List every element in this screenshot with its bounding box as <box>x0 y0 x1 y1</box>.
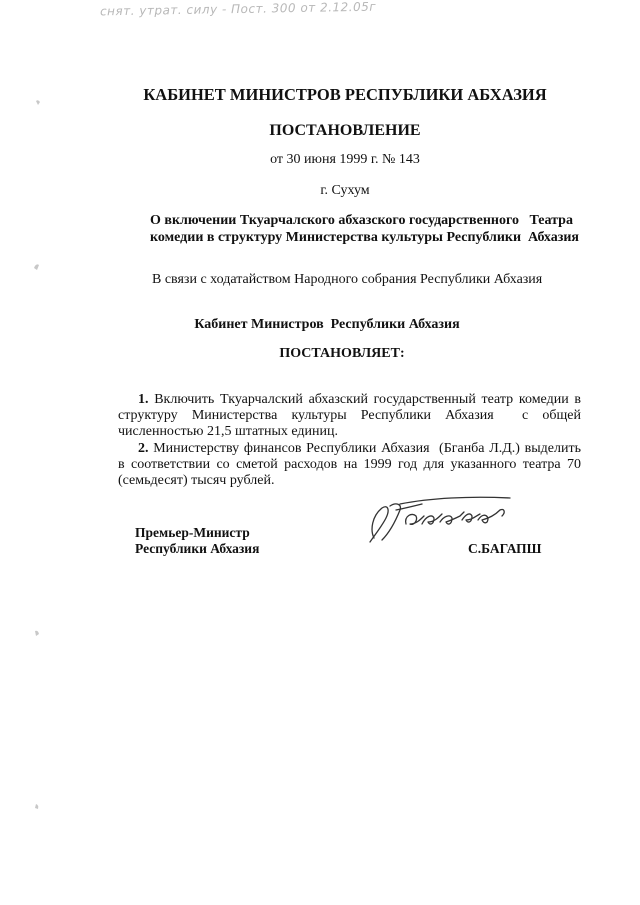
document-title: КАБИНЕТ МИНИСТРОВ РЕСПУБЛИКИ АБХАЗИЯ <box>143 85 547 104</box>
item-number: 2. <box>138 441 149 456</box>
handwritten-signature <box>360 480 540 550</box>
scan-speck <box>32 262 42 272</box>
position-line: Республики Абхазия <box>135 541 260 556</box>
preamble: В связи с ходатайством Народного собрания Республики Абхазия <box>152 272 543 287</box>
scan-speck <box>33 628 43 638</box>
handwritten-note: снят. утрат. силу - Пост. 300 от 2.12.05г <box>99 0 377 19</box>
document-type: ПОСТАНОВЛЕНИЕ <box>269 122 421 139</box>
signatory-position <box>135 525 259 557</box>
item-text: Министерству финансов Республики Абхазия (Бганба Л.Д.) выделить в соответствии со сметой расходов на 1999 год для указанного театра 70 (семьдесят) тысяч рублей. <box>118 441 585 488</box>
subject-line: О включении Ткуарчалского абхазского государственного Театра <box>150 213 573 228</box>
decree-item <box>118 392 585 440</box>
subject-line: комедии в структуру Министерства культуры Республики Абхазия <box>150 230 579 245</box>
scan-speck <box>33 802 43 812</box>
issuer: Кабинет Министров Республики Абхазия <box>194 317 460 332</box>
decree-items <box>118 392 585 490</box>
document-subject <box>150 212 579 246</box>
signatory-name: С.БАГАПШ <box>468 541 542 556</box>
document-date: от 30 июня 1999 г. № 143 <box>270 152 420 167</box>
item-text: Включить Ткуарчалский абхазский государственный театр комедии в структуру Министерства культуры Республики Абхазия с общей численностью 21,5 штатных единиц. <box>118 392 585 439</box>
item-number: 1. <box>138 392 149 407</box>
decree-heading: ПОСТАНОВЛЯЕТ: <box>279 346 405 361</box>
position-line: Премьер-Министр <box>135 525 250 540</box>
document-city: г. Сухум <box>320 183 370 198</box>
